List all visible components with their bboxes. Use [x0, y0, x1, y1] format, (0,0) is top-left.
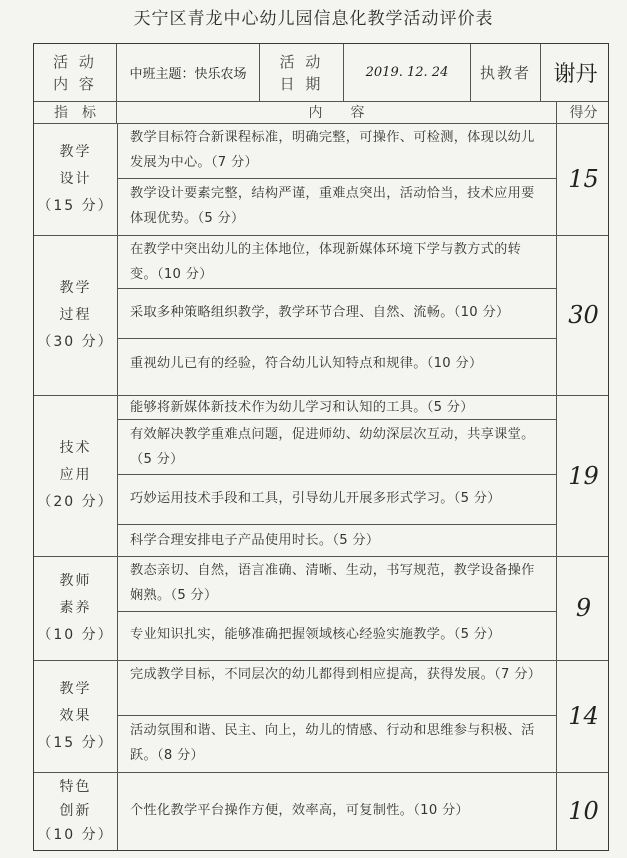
column-header-row [34, 101, 608, 124]
section-innovation [34, 772, 608, 850]
criterion-item: 采取多种策略组织教学，教学环节合理、自然、流畅。（10 分） [118, 289, 556, 339]
section-items [117, 772, 557, 850]
section-name-line: （15 分） [37, 734, 114, 751]
criterion-item: 巧妙运用技术手段和工具，引导幼儿开展多形式学习。（5 分） [118, 475, 556, 525]
section-score: 14 [568, 702, 599, 730]
section-name [34, 772, 117, 850]
label-line: 内 容 [53, 74, 97, 93]
section-name-line: （10 分） [37, 827, 114, 843]
section-teaching-effect [34, 660, 608, 773]
label-line: 活 动 [279, 52, 324, 71]
activity-date-value: 2019. 12. 24 [344, 44, 471, 101]
activity-content-label [34, 44, 117, 101]
criterion-item: 在教学中突出幼儿的主体地位，体现新媒体环境下学与教方式的转变。（10 分） [118, 235, 556, 289]
section-name-line: （15 分） [37, 197, 114, 214]
section-name-line: 教学 [59, 680, 92, 697]
criterion-item: 活动氛围和谐、民主、向上，幼儿的情感、行动和思维参与积极、活跃。（8 分） [130, 723, 535, 763]
section-name [34, 123, 117, 235]
criterion-item: 教学目标符合新课程标准，明确完整，可操作、可检测，体现以幼儿发展为中心。（7 分） [118, 123, 556, 179]
section-items [117, 123, 557, 235]
criterion-item: 教态亲切、自然，语言准确、清晰、生动，书写规范，教学设备操作娴熟。（5 分） [118, 556, 556, 612]
section-items [117, 395, 557, 556]
section-items [117, 556, 557, 660]
section-name [34, 660, 117, 772]
criterion-item: 能够将新媒体新技术作为幼儿学习和认知的工具。（5 分） [118, 395, 556, 420]
criterion-item: 重视幼儿已有的经验，符合幼儿认知特点和规律。（10 分） [130, 356, 483, 371]
section-items [117, 235, 557, 395]
section-name-line: 教学 [59, 143, 92, 160]
section-score: 19 [568, 461, 599, 490]
section-teacher-quality [34, 556, 608, 661]
criterion-item: 完成教学目标，不同层次的幼儿都得到相应提高，获得发展。（7 分） [118, 660, 556, 716]
section-name-line: （30 分） [37, 333, 114, 350]
activity-content-value: 中班主题：快乐农场 [117, 44, 260, 101]
section-name-line: 技术 [59, 440, 92, 456]
section-name [34, 556, 117, 660]
section-name-line: 应用 [59, 467, 92, 483]
section-name-line: （10 分） [37, 626, 114, 643]
indicator-header: 指 标 [34, 101, 117, 123]
content-header: 内 容 [117, 101, 557, 123]
section-name-line: （20 分） [37, 494, 114, 510]
section-score: 30 [568, 301, 599, 329]
teacher-label: 执教者 [471, 44, 541, 101]
criterion-item: 专业知识扎实，能够准确把握领域核心经验实施教学。（5 分） [130, 627, 501, 642]
section-score: 9 [575, 594, 592, 622]
section-teaching-design [34, 123, 608, 236]
section-name-line: 特色 [59, 779, 92, 795]
activity-date-label [260, 44, 344, 101]
section-name-line: 效果 [59, 707, 92, 724]
label-line: 活 动 [53, 52, 97, 71]
section-name-line: 教师 [59, 572, 92, 589]
evaluation-table [33, 43, 609, 851]
section-score: 10 [568, 797, 599, 825]
criterion-item: 有效解决教学重难点问题，促进师幼、幼幼深层次互动，共享课堂。（5 分） [118, 420, 556, 475]
section-name-line: 素养 [59, 599, 92, 616]
score-header: 得分 [569, 105, 598, 121]
header-row [34, 44, 608, 102]
section-name-line: 过程 [59, 306, 92, 323]
criterion-item: 教学设计要素完整，结构严谨，重难点突出，活动恰当，技术应用要体现优势。（5 分） [130, 186, 535, 226]
label-line: 日 期 [279, 74, 324, 93]
criterion-item: 个性化教学平台操作方便，效率高，可复制性。（10 分） [130, 803, 469, 818]
section-items [117, 660, 557, 772]
section-name-line: 教学 [59, 279, 92, 296]
section-name [34, 395, 117, 556]
section-name-line: 设计 [59, 170, 92, 187]
section-score: 15 [568, 165, 599, 193]
section-tech-application [34, 395, 608, 557]
teacher-value: 谢丹 [553, 62, 598, 87]
section-name-line: 创新 [59, 803, 92, 819]
section-name [34, 235, 117, 395]
form-title: 天宁区青龙中心幼儿园信息化教学活动评价表 [133, 9, 494, 29]
criterion-item: 科学合理安排电子产品使用时长。（5 分） [130, 533, 380, 548]
section-teaching-process [34, 235, 608, 396]
